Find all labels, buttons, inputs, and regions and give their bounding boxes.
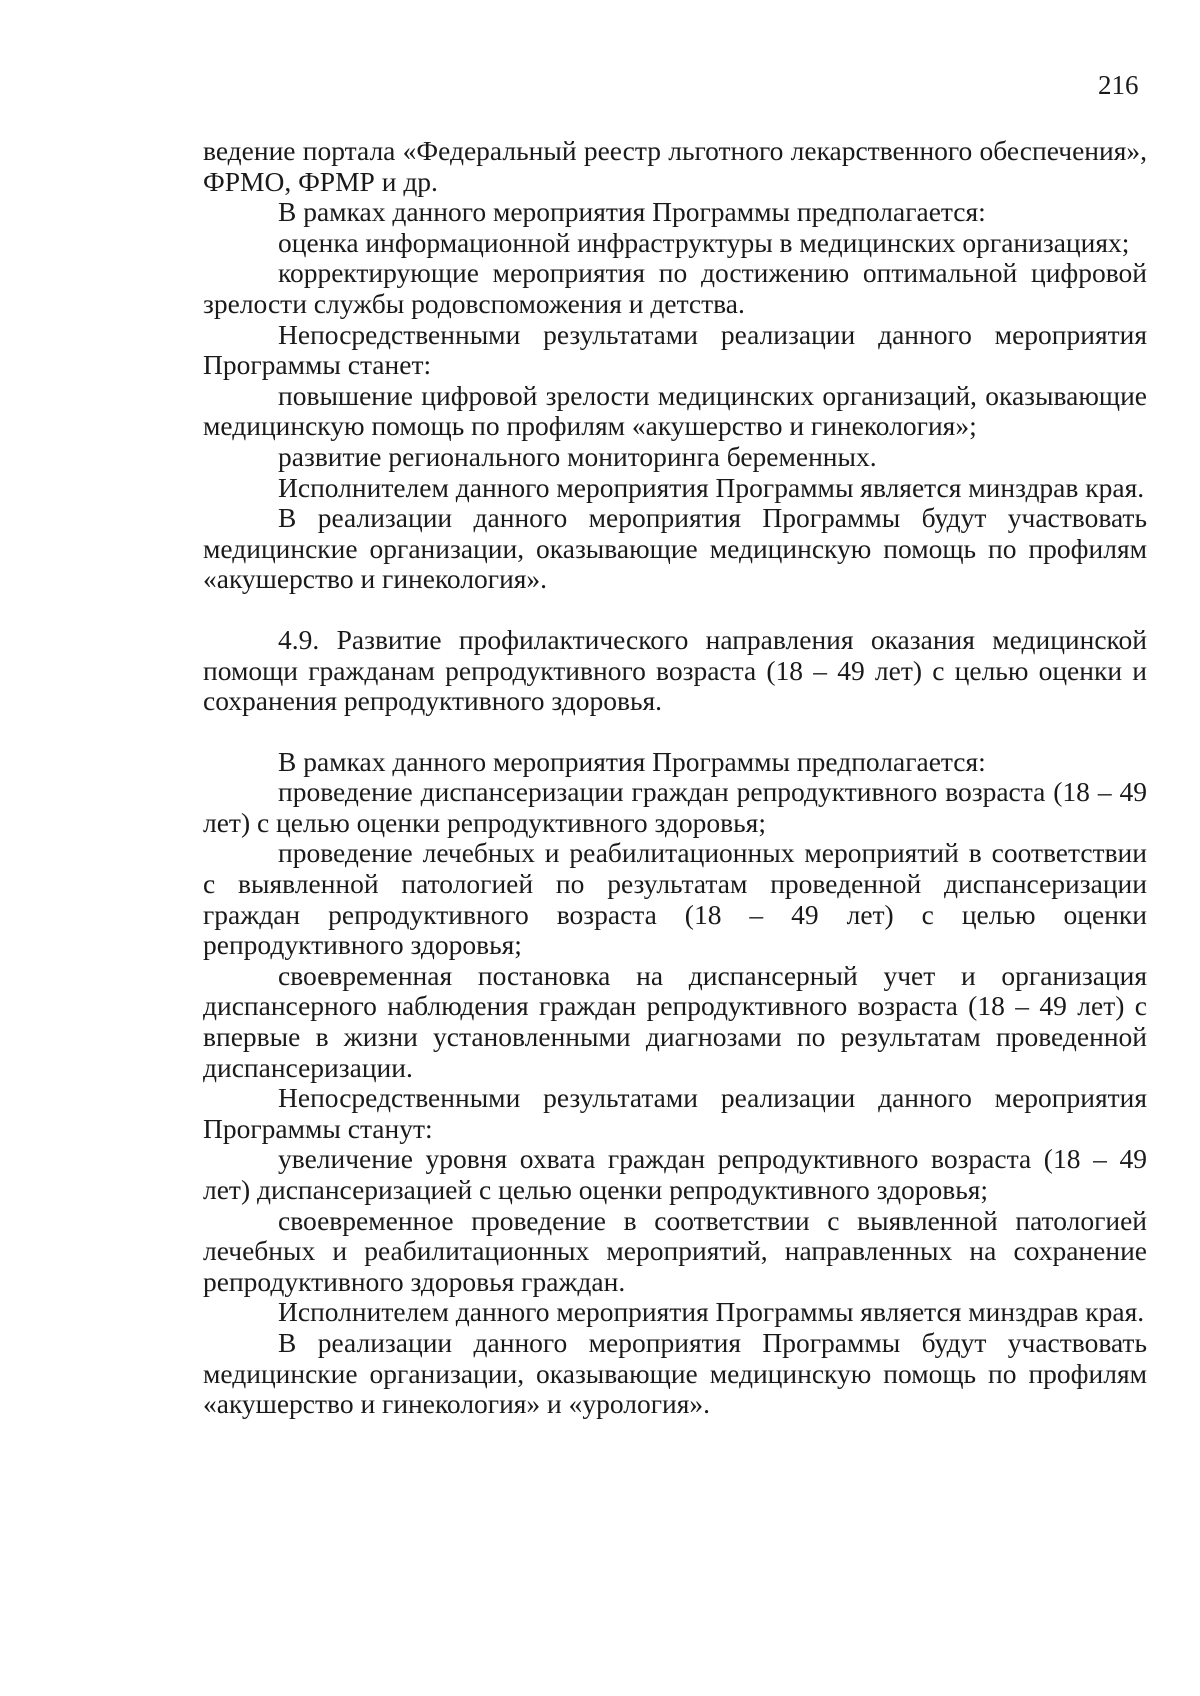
paragraph-results-intro-2: Непосредственными результатами реализации данного мероприятия Программы станут: xyxy=(203,1082,1147,1144)
paragraph-planned-intro: В рамках данного мероприятия Программы предполагается: xyxy=(278,196,986,228)
paragraph-participants-2: В реализации данного мероприятия Программы будут участвовать медицинские организации, оказывающие медицинскую помощь по профилям «акушерство и гинекология» и «урология». xyxy=(203,1326,1147,1420)
paragraph-corrective-measures: корректирующие мероприятия по достижению оптимальной цифровой зрелости службы родовспоможения и детства. xyxy=(203,257,1147,319)
paragraph-infrastructure-assessment: оценка информационной инфраструктуры в медицинских организациях; xyxy=(278,226,1130,258)
paragraph-monitoring: развитие регионального мониторинга беременных. xyxy=(278,440,877,472)
paragraph-treatment: проведение лечебных и реабилитационных мероприятий в соответствии с выявленной патологией по результатам проведенной диспансеризации граждан репродуктивного возраста (18 – 49 лет) с целью оценки репродуктивного здоровья; xyxy=(203,837,1147,961)
paragraph-planned-intro-2: В рамках данного мероприятия Программы предполагается: xyxy=(278,745,986,777)
paragraph-dispensarization: проведение диспансеризации граждан репродуктивного возраста (18 – 49 лет) с целью оценки репродуктивного здоровья; xyxy=(203,776,1147,838)
paragraph-participants: В реализации данного мероприятия Программы будут участвовать медицинские организации, оказывающие медицинскую помощь по профилям «акушерство и гинекология». xyxy=(203,502,1147,595)
section-heading-4-9: 4.9. Развитие профилактического направления оказания медицинской помощи гражданам репродуктивного возраста (18 – 49 лет) с целью оценки и сохранения репродуктивного здоровья. xyxy=(203,623,1147,717)
paragraph-coverage-increase: увеличение уровня охвата граждан репродуктивного возраста (18 – 49 лет) диспансеризацией с целью оценки репродуктивного здоровья; xyxy=(203,1143,1147,1205)
paragraph-registration: своевременная постановка на диспансерный учет и организация диспансерного наблюдения граждан репродуктивного возраста (18 – 49 лет) с впервые в жизни установленными диагнозами по результатам проведенной диспансеризации. xyxy=(203,959,1147,1083)
paragraph-timely-treatment: своевременное проведение в соответствии с выявленной патологией лечебных и реабилитационных мероприятий, направленных на сохранение репродуктивного здоровья граждан. xyxy=(203,1204,1147,1297)
document-body xyxy=(203,136,1147,1420)
paragraph-results-intro: Непосредственными результатами реализации данного мероприятия Программы станет: xyxy=(203,318,1147,381)
paragraph-portal: ведение портала «Федеральный реестр льготного лекарственного обеспечения», ФРМО, ФРМР и др. xyxy=(203,135,1147,197)
paragraph-executor: Исполнителем данного мероприятия Программы является минздрав края. xyxy=(278,471,1145,503)
paragraph-executor-2: Исполнителем данного мероприятия Программы является минздрав края. xyxy=(278,1296,1145,1328)
page-number: 216 xyxy=(1098,70,1139,100)
paragraph-digital-maturity: повышение цифровой зрелости медицинских организаций, оказывающие медицинскую помощь по профилям «акушерство и гинекология»; xyxy=(203,379,1147,442)
